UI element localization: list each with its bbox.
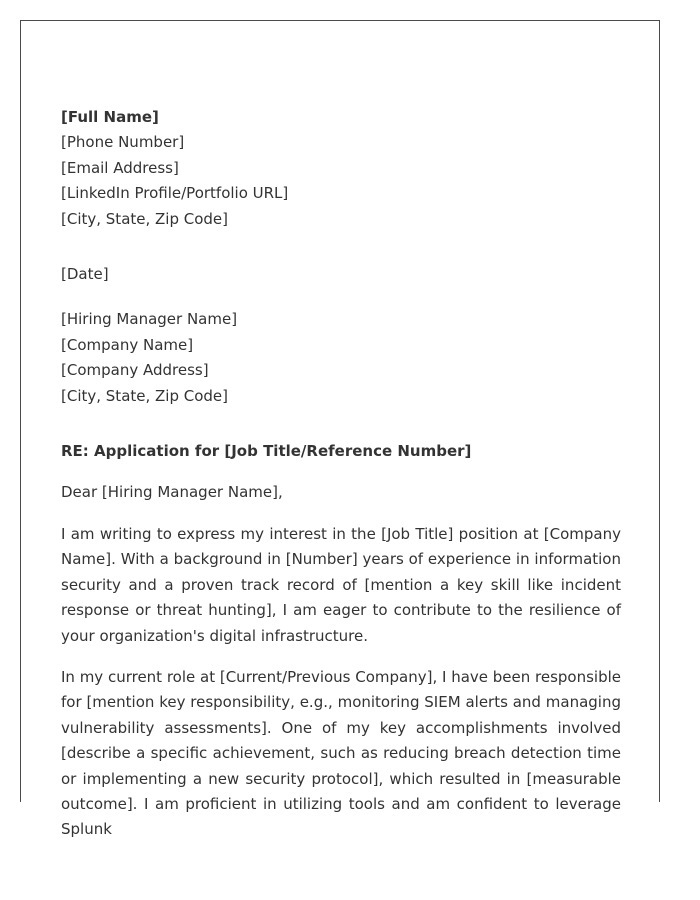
sender-city: [City, State, Zip Code]: [61, 209, 229, 228]
paragraph-intro: I am writing to express my interest in the [Job Title] position at [Company Name]. With a background in [Number] years of experience in information security and a proven track record of [mention a key skill like incident response or threat hunting], I am eager to contribute to the resilience of your organization's digital infrastructure.: [61, 524, 621, 645]
sender-full-name: [Full Name]: [61, 108, 159, 126]
letter-body: [61, 105, 621, 843]
sender-block: [61, 105, 621, 232]
recipient-city: [City, State, Zip Code]: [61, 386, 229, 405]
paragraph-experience: In my current role at [Current/Previous Company], I have been responsible for [mention key responsibility, e.g., monitoring SIEM alerts and managing vulnerability assessments]. One of my key accomplishments involved [describe a specific achievement, such as reducing breach detection time or implementing a new security protocol], which resulted in [measurable outcome]. I am proficient in utilizing tools and am confident to leverage Splunk: [61, 667, 622, 839]
document-page: [20, 20, 660, 839]
recipient-manager: [Hiring Manager Name]: [61, 310, 238, 329]
recipient-block: [61, 307, 621, 409]
sender-linkedin: [LinkedIn Profile/Portfolio URL]: [61, 184, 289, 203]
salutation: Dear [Hiring Manager Name],: [61, 483, 283, 502]
sender-email: [Email Address]: [61, 158, 179, 177]
letter-date: [Date]: [61, 265, 109, 284]
subject-line: RE: Application for [Job Title/Reference Number]: [61, 442, 472, 461]
recipient-address: [Company Address]: [61, 361, 209, 380]
sender-phone: [Phone Number]: [61, 133, 185, 152]
recipient-company: [Company Name]: [61, 335, 194, 354]
